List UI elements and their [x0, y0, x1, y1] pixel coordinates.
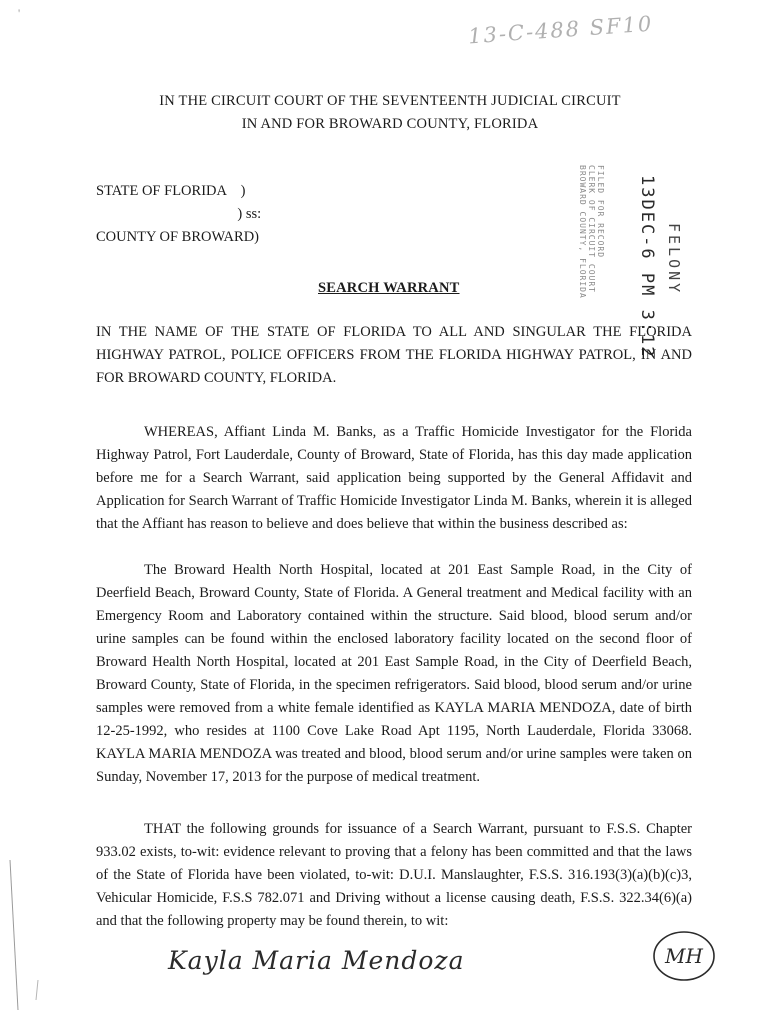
- clerk-filing-stamp: [575, 165, 685, 359]
- address-paragraph: IN THE NAME OF THE STATE OF FLORIDA TO ALL AND SINGULAR THE FLORIDA HIGHWAY PATROL, POLICE OFFICERS FROM THE FLORIDA HIGHWAY PATROL, IN AND FOR BROWARD COUNTY, FLORIDA.: [96, 324, 692, 386]
- caption-line-2: ) ss:: [96, 206, 262, 222]
- court-header: [60, 90, 720, 136]
- caption-line-1: STATE OF FLORIDA ): [96, 183, 246, 199]
- stamp-clerk-line-3: BROWARD COUNTY, FLORIDA: [578, 165, 587, 299]
- court-header-line-2: IN AND FOR BROWARD COUNTY, FLORIDA: [241, 116, 539, 132]
- caption-line-3: COUNTY OF BROWARD): [96, 229, 259, 245]
- case-caption: [96, 180, 261, 249]
- stamp-date: 13DEC-6 PM 3:12: [637, 175, 657, 359]
- corner-mark: ': [18, 6, 21, 20]
- stamp-clerk-text: [578, 165, 605, 299]
- whereas-paragraph: WHEREAS, Affiant Linda M. Banks, as a Traffic Homicide Investigator for the Florida Highway Patrol, Fort Lauderdale, County of Broward, State of Florida, has this day made application before me for a Search Warrant, said application being supported by the General Affidavit and Application for Search Warrant of Traffic Homicide Investigator Linda M. Banks, wherein it is alleged that the Affiant has reason to believe and does believe that within the business described as:: [96, 424, 692, 532]
- stamp-felony: FELONY: [665, 223, 683, 296]
- grounds-paragraph: THAT the following grounds for issuance of a Search Warrant, pursuant to F.S.S. Chapter 933.02 exists, to-wit: evidence relevant to proving that a felony has been committed and that the laws of the State of Florida have been violated, to-wit: D.U.I. Manslaughter, F.S.S. 316.193(3)(a)(b)(c)3, Vehicular Homicide, F.S.S 782.071 and Driving without a license causing death, F.S.S. 322.34(6)(a) and that the following property may be found therein, to wit:: [96, 821, 692, 929]
- handwritten-case-number: 13-C-488 SF10: [467, 11, 655, 49]
- handwritten-signature: Kayla Maria Mendoza: [168, 946, 465, 975]
- court-header-line-1: IN THE CIRCUIT COURT OF THE SEVENTEENTH JUDICIAL CIRCUIT: [159, 93, 621, 109]
- stamp-clerk-line-1: FILED FOR RECORD: [596, 165, 605, 259]
- premises-description-paragraph: The Broward Health North Hospital, located at 201 East Sample Road, in the City of Deerfield Beach, Broward County, State of Florida. A General treatment and Medical facility with an Emergency Room and Laboratory contained within the structure. Said blood, blood serum and/or urine samples can be found within the enclosed laboratory facility located on the second floor of Broward Health North Hospital, located at 201 East Sample Road, in the City of Deerfield Beach, Broward County, State of Florida, in the specimen refrigerators. Said blood, blood serum and/or urine samples were removed from a white female identified as KAYLA MARIA MENDOZA, date of birth 12-25-1992, who resides at 1100 Cove Lake Road Apt 1195, North Lauderdale, Florida 33068. KAYLA MARIA MENDOZA was treated and blood, blood serum and/or urine samples were taken on Sunday, November 17, 2013 for the purpose of medical treatment.: [96, 562, 692, 785]
- initials-mark: [648, 924, 718, 984]
- stamp-clerk-line-2: CLERK OF CIRCUIT COURT: [587, 165, 596, 293]
- initials-text: MH: [665, 944, 703, 968]
- margin-scan-line: [4, 860, 44, 1020]
- document-title: SEARCH WARRANT: [318, 280, 460, 296]
